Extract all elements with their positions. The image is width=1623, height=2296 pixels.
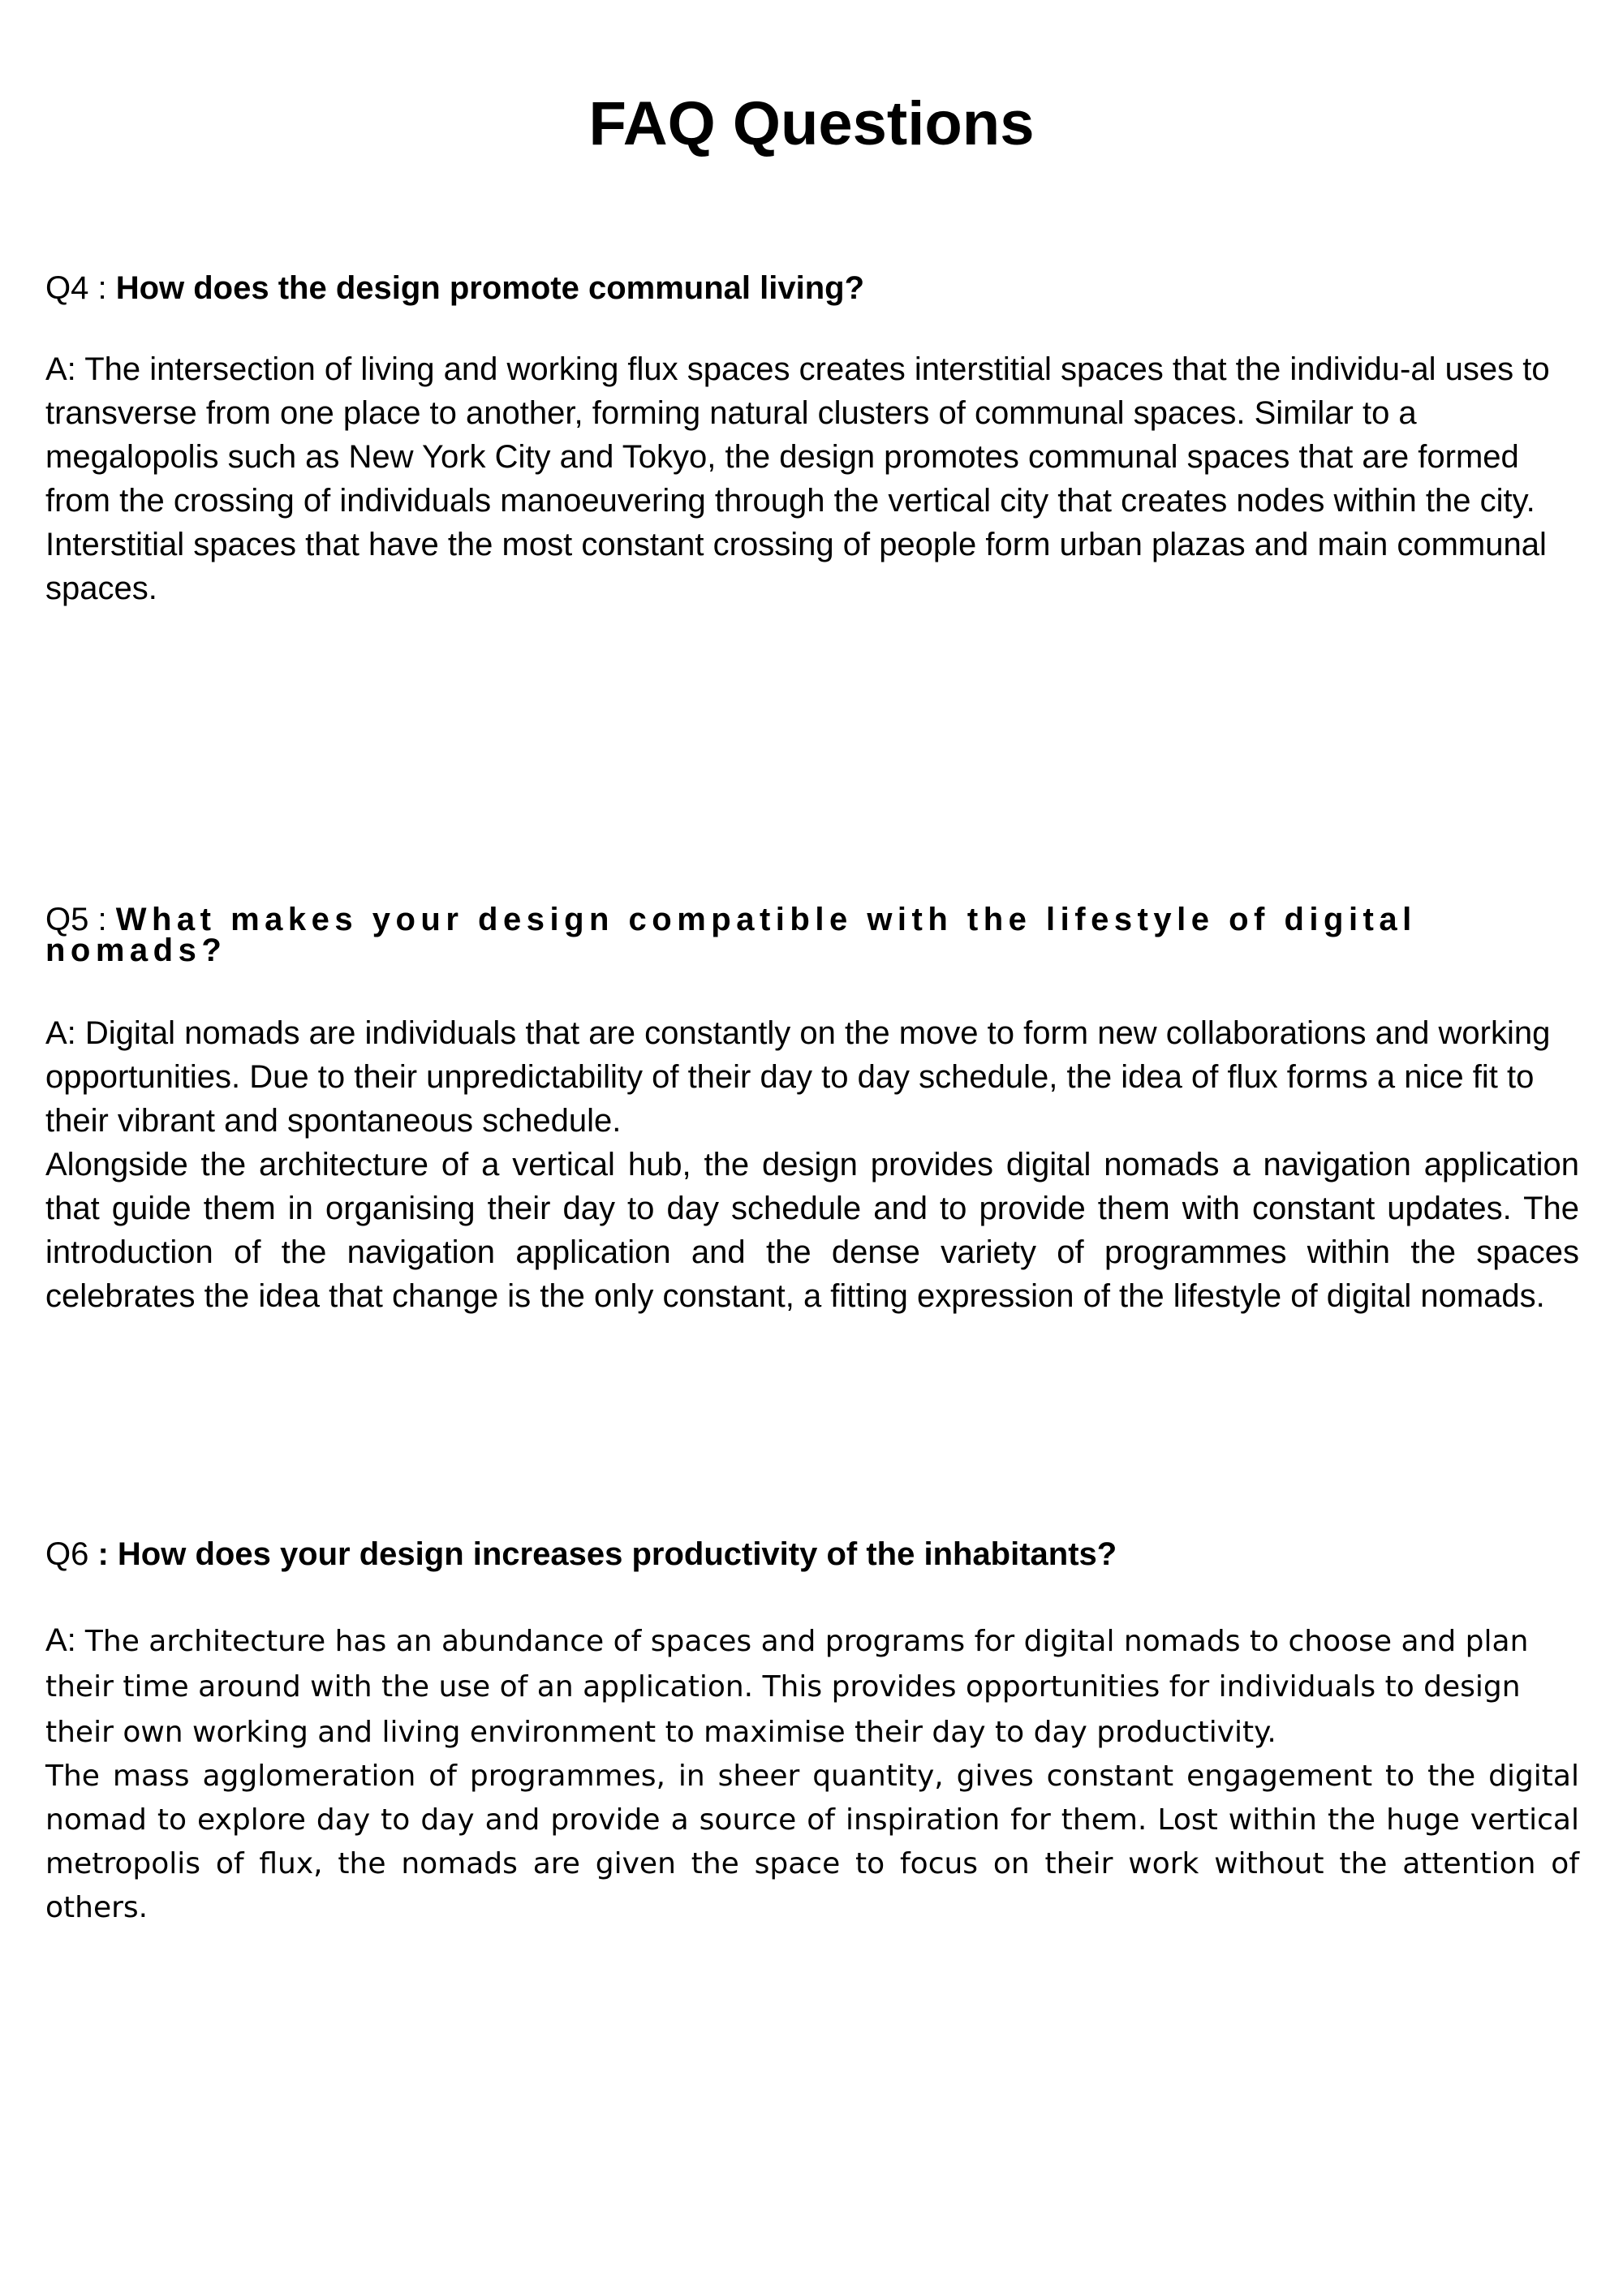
answer-text: The intersection of living and working flux spaces creates interstitial spaces that the individu-al uses to transverse from one place to another, forming natural clusters of communal spaces. Similar to a megalopolis such as New York City and Tokyo, the design promotes communal spaces that are formed from the crossing of individuals manoeuvering through the vertical city that creates nodes within the city. Interstitial spaces that have the most constant crossing of people form urban plazas and main communal spaces. <box>45 351 1550 606</box>
faq-item-q5 <box>45 904 1579 1318</box>
answer-label: A: <box>45 1622 85 1658</box>
answer-paragraph <box>45 347 1579 610</box>
answer-paragraph: Alongside the architecture of a vertical hub, the design provides digital nomads a navigation application that guide them in organising their day to day schedule and to provide them with constant updates. The introduction of the navigation application and the dense variety of programmes within the spaces celebrates the idea that change is the only constant, a fitting expression of the lifestyle of digital nomads. <box>45 1147 1579 1314</box>
faq-item-q4 <box>45 269 1579 610</box>
answer-label: A: <box>45 351 85 387</box>
faq-answer <box>45 1011 1579 1318</box>
answer-text: Digital nomads are individuals that are constantly on the move to form new collaborations and working opportunities. Due to their unpredictability of their day to day schedule, the idea of flux forms a nice fit to their vibrant and spontaneous schedule. <box>45 1015 1551 1139</box>
question-text: How does the design promote communal living? <box>115 270 865 306</box>
page-title: FAQ Questions <box>588 89 1035 158</box>
answer-label: A: <box>45 1015 85 1051</box>
faq-answer <box>45 347 1579 610</box>
question-number: Q6 <box>45 1536 98 1572</box>
answer-paragraph <box>45 1011 1579 1143</box>
faq-answer <box>45 1618 1579 1930</box>
faq-question <box>45 1536 1579 1573</box>
question-text: : How does your design increases productivity of the inhabitants? <box>97 1536 1117 1572</box>
faq-question <box>45 269 1579 307</box>
question-text: What makes your design compatible with the lifestyle of digital nomads? <box>45 902 1417 968</box>
faq-item-q6 <box>45 1536 1579 1930</box>
answer-paragraph: The mass agglomeration of programmes, in sheer quantity, gives constant engagement to the digital nomad to explore day to day and provide a source of inspiration for them. Lost within the huge vertical metropolis of flux, the nomads are given the space to focus on their work without the attention of others. <box>45 1760 1579 1924</box>
answer-paragraph <box>45 1618 1579 1755</box>
question-number: Q4 : <box>45 270 116 306</box>
faq-question <box>45 904 1579 966</box>
question-number: Q5 : <box>45 902 116 937</box>
answer-text: The architecture has an abundance of spaces and programs for digital nomads to choose and plan their time around with the use of an application. This provides opportunities for individuals to design their own working and living environment to maximise their day to day productivity. <box>45 1625 1529 1749</box>
